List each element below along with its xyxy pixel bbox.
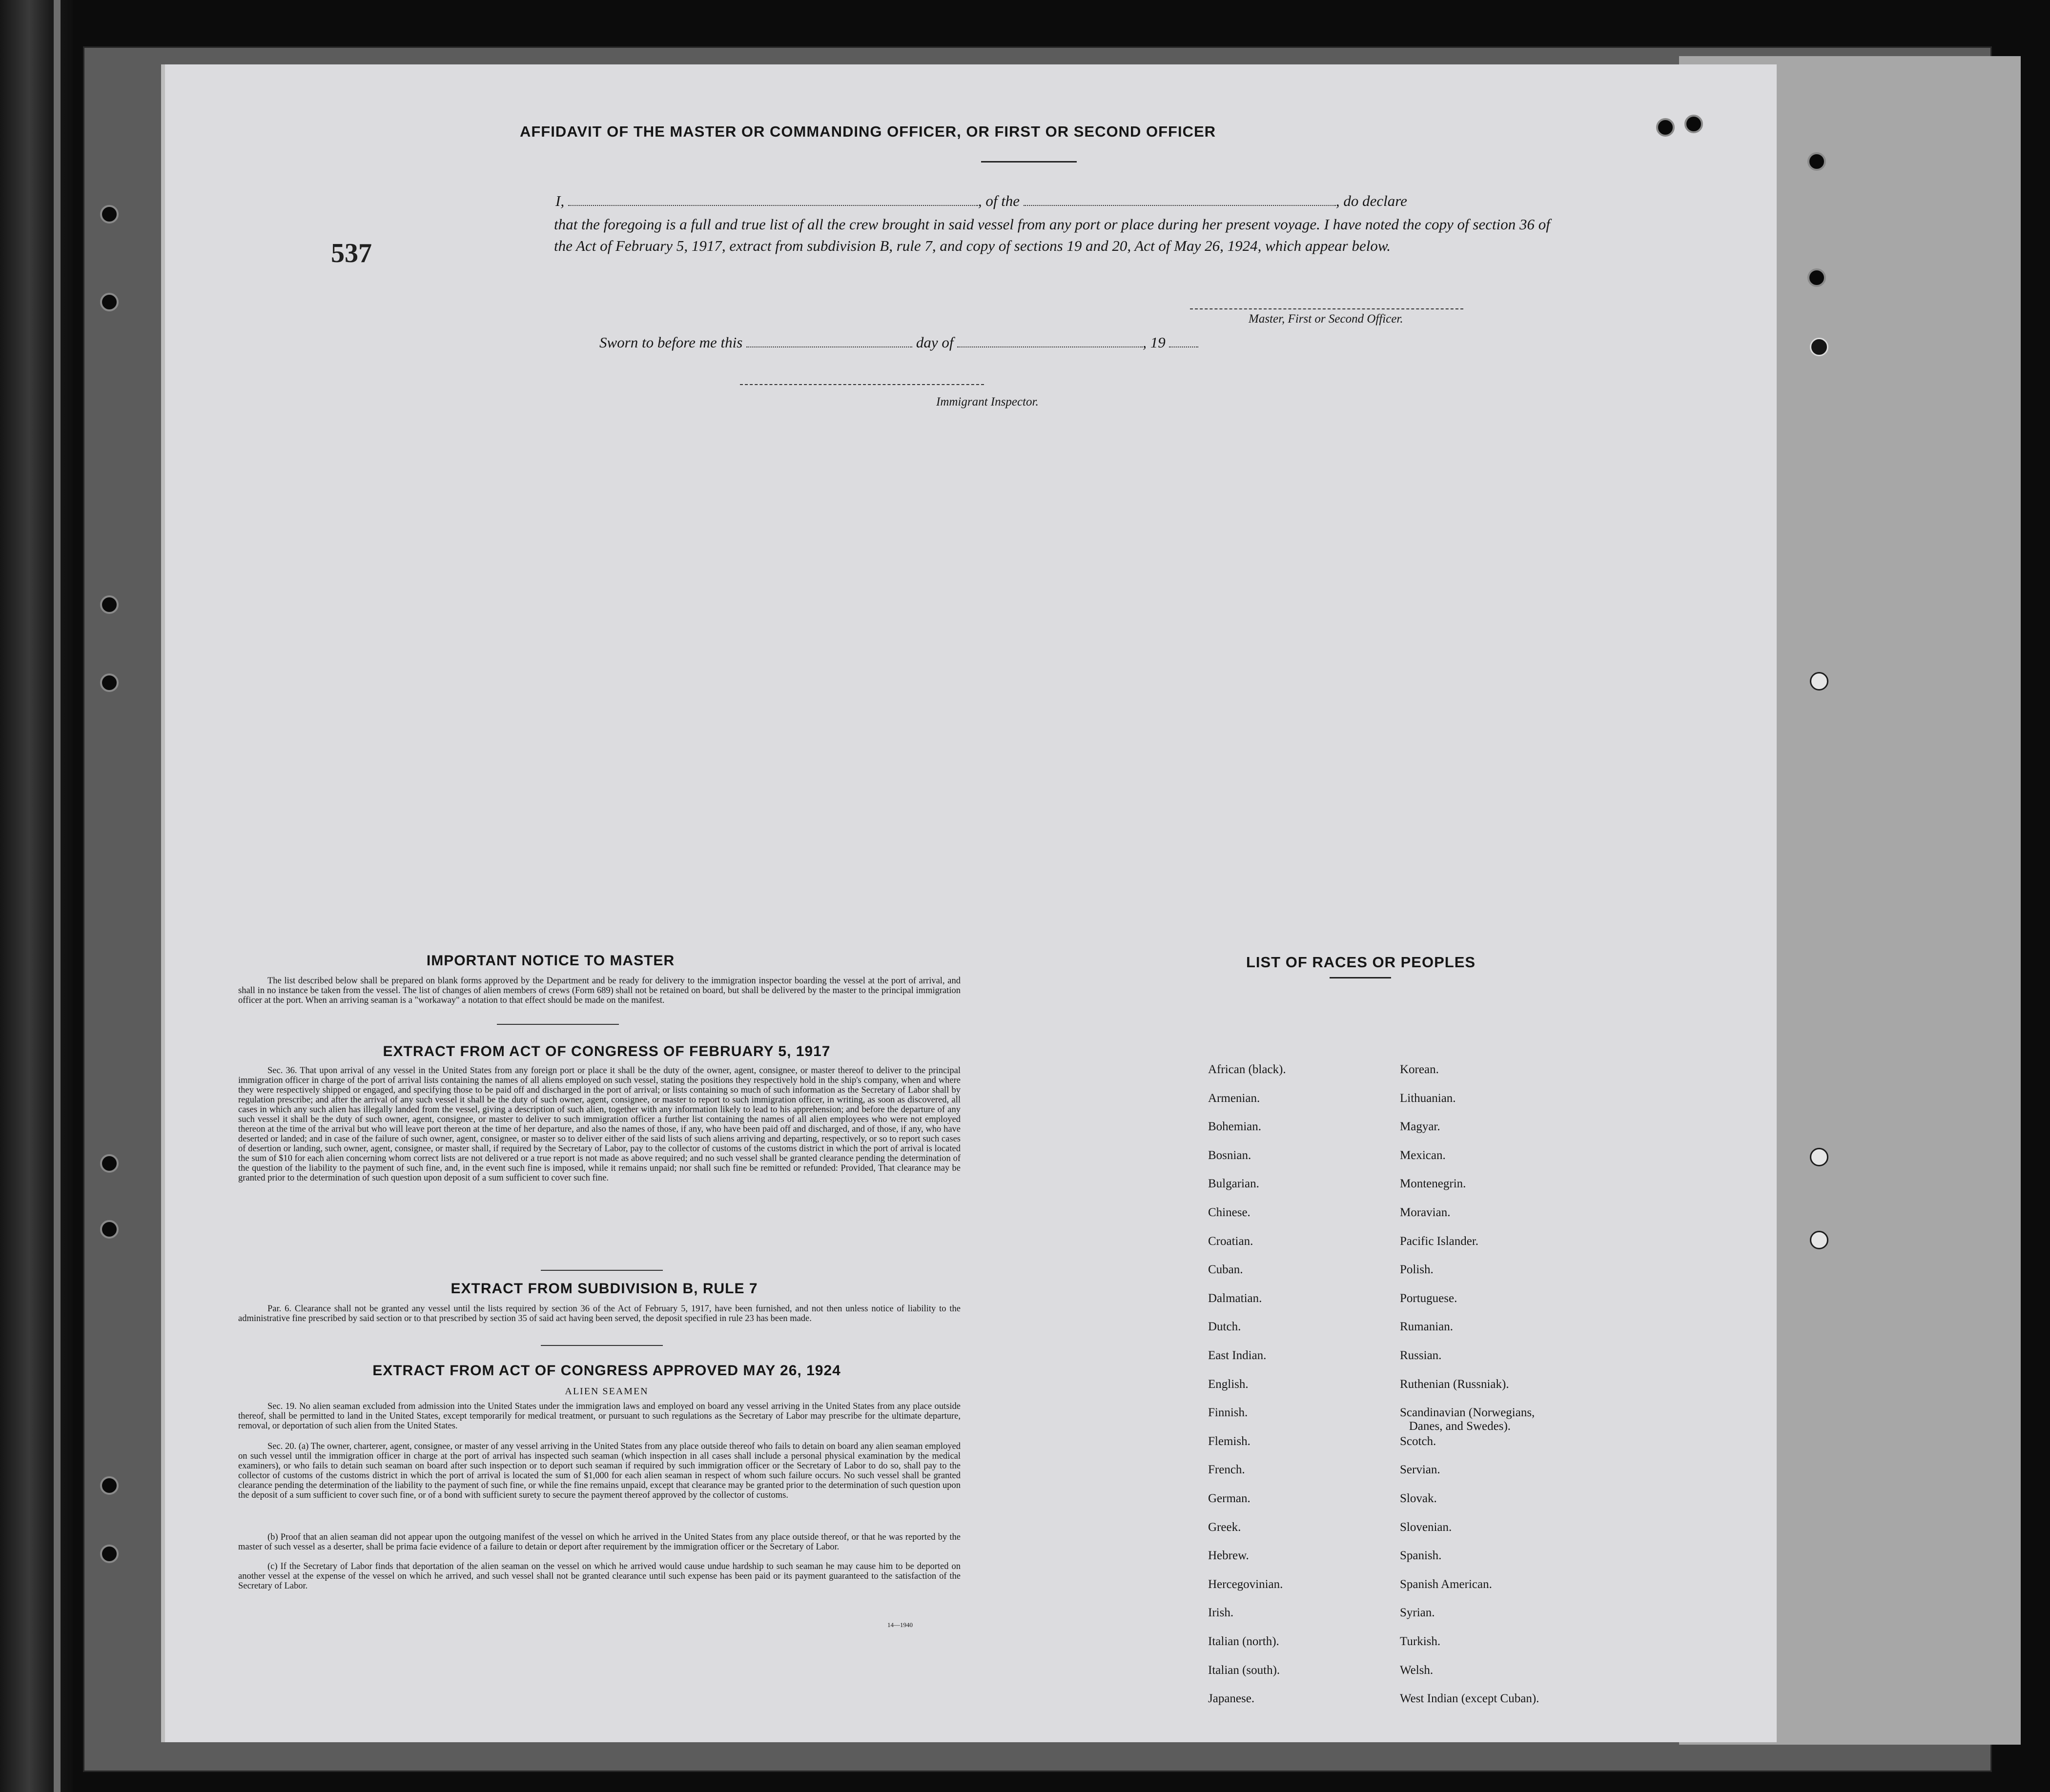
race-item: Dalmatian. <box>1208 1291 1262 1305</box>
sworn-day-blank[interactable] <box>746 336 912 347</box>
alien-seamen-subtitle: ALIEN SEAMEN <box>565 1386 649 1397</box>
race-item: Welsh. <box>1400 1663 1434 1677</box>
extract-1917-rule <box>541 1270 663 1271</box>
sworn-year-blank[interactable] <box>1169 336 1198 347</box>
races-rule <box>1330 977 1391 978</box>
binder-hole <box>1656 118 1675 137</box>
extract-rule7-rule <box>541 1345 663 1346</box>
binder-hole <box>100 1154 119 1173</box>
race-item: Hercegovinian. <box>1208 1577 1283 1591</box>
race-item: Montenegrin. <box>1400 1177 1466 1191</box>
form-page <box>161 64 1777 1742</box>
binder-hole <box>100 1476 119 1495</box>
sworn-month-blank[interactable] <box>957 336 1143 347</box>
race-item: African (black). <box>1208 1063 1286 1076</box>
binder-hole <box>1684 115 1703 133</box>
affidavit-body: that the foregoing is a full and true list of all the crew brought in said vessel from any port or place during her present voyage. I have noted the copy of section 36 of the Act of February 5, 1917, extract from subdivision B, rule 7, and copy of sections 19 and 20, Act of May 26, 1924, which appear below. <box>554 216 1550 254</box>
extract-rule7-text: Par. 6. Clearance shall not be granted any vessel until the lists required by section 36 of the Act of February 5, 1917, have been furnished, and not then unless notice of liability to the administrative fine prescribed by said section or to that prescribed by section 35 of said act having been served, the deposit specified in rule 23 has been made. <box>238 1304 961 1324</box>
vessel-blank[interactable] <box>1024 194 1336 206</box>
name-blank[interactable] <box>568 194 978 206</box>
race-item: Rumanian. <box>1400 1320 1454 1334</box>
binder-hole <box>1810 672 1828 691</box>
sworn-line <box>599 334 1198 351</box>
race-item: Bosnian. <box>1208 1148 1251 1162</box>
affidavit-first-line <box>555 192 1407 210</box>
race-item: Turkish. <box>1400 1635 1441 1648</box>
race-item: Flemish. <box>1208 1434 1250 1448</box>
sec20c-text: (c) If the Secretary of Labor finds that deportation of the alien seaman on the vessel on which he arrived would cause undue hardship to such seaman he may cause him to be deported on another vessel at the expense of the vessel on which he arrived, and such vessel shall not be granted clearance until such expense has been paid or its payment guaranteed to the satisfaction of the Secretary of Labor. <box>238 1562 961 1591</box>
race-item: East Indian. <box>1208 1349 1267 1362</box>
race-item: Magyar. <box>1400 1120 1440 1134</box>
race-item: German. <box>1208 1492 1250 1505</box>
race-item: Portuguese. <box>1400 1291 1457 1305</box>
sec19-text: Sec. 19. No alien seaman excluded from admission into the United States under the immigration laws and employed on board any vessel arriving in the United States from any place outside thereof, shall be permitted to land in the United States, except temporarily for medical treatment, or pursuant to such regulations as the Secretary of Labor may prescribe for the ultimate departure, removal, or deportation of such alien from the United States. <box>238 1402 961 1431</box>
race-item: Chinese. <box>1208 1206 1250 1219</box>
race-item: West Indian (except Cuban). <box>1400 1692 1539 1706</box>
declare-label: , do declare <box>1335 192 1407 209</box>
race-item: Armenian. <box>1208 1091 1260 1105</box>
binder-hole <box>1807 268 1826 287</box>
notice-title: IMPORTANT NOTICE TO MASTER <box>426 953 675 969</box>
race-item: Cuban. <box>1208 1263 1243 1277</box>
sec20b-text: (b) Proof that an alien seaman did not appear upon the outgoing manifest of the vessel on which he arrived in the United States from any place outside thereof, or that he was reported by the master of such vessel as a deserter, shall be prima facie evidence of a failure to detain or deport after requirement by the immigration officer or the Secretary of Labor. <box>238 1532 961 1552</box>
affidavit-i: I, <box>555 192 565 209</box>
race-item: Scandinavian (Norwegians, Danes, and Swedes). <box>1400 1406 1535 1433</box>
binder-hole <box>100 1220 119 1239</box>
race-item: French. <box>1208 1463 1245 1477</box>
race-item: Mexican. <box>1400 1148 1446 1162</box>
race-item: Ruthenian (Russniak). <box>1400 1377 1509 1391</box>
race-item: Lithuanian. <box>1400 1091 1456 1105</box>
sworn-year: , 19 <box>1143 334 1166 351</box>
master-signature-label: Master, First or Second Officer. <box>1249 312 1403 326</box>
race-item: English. <box>1208 1377 1249 1391</box>
binder-hole <box>1807 152 1826 171</box>
race-item: Croatian. <box>1208 1234 1253 1248</box>
sworn-prefix: Sworn to before me this <box>599 334 743 351</box>
race-item: Greek. <box>1208 1520 1241 1534</box>
sec20a-text: Sec. 20. (a) The owner, charterer, agent, consignee, or master of any vessel arriving in the United States from any place outside thereof who fails to detain on board any alien seaman employed on such vessel until the immigration officer in charge at the port of arrival has inspected such seaman (which inspection in all cases shall include a personal physical examination by the medical examiners), or who fails to detain such seaman on board after such inspection or to deport such seaman if required by such immigration officer or the Secretary of Labor to do so, shall pay to the collector of customs of the customs district in which the port of arrival is located the sum of $1,000 for each alien seaman in respect of whom such failure occurs. No such vessel shall be granted clearance pending the determination of the liability to the payment of such fine, or while the fine remains unpaid, except that clearance may be granted prior to the determination of such question upon the deposit of a sum sufficient to cover such fine, or of a bond with sufficient surety to secure the payment thereof approved by the collector of customs. <box>238 1442 961 1500</box>
inspector-signature-line[interactable] <box>740 384 984 385</box>
binder-hole <box>1810 1231 1828 1249</box>
race-item: Slovenian. <box>1400 1520 1452 1534</box>
title-rule <box>981 161 1077 163</box>
form-number: 14—1940 <box>887 1621 913 1629</box>
race-item: Scotch. <box>1400 1434 1436 1448</box>
race-item: Syrian. <box>1400 1606 1435 1620</box>
binder-hole <box>100 595 119 614</box>
extract-1917-title: EXTRACT FROM ACT OF CONGRESS OF FEBRUARY 5, 1917 <box>383 1043 831 1059</box>
race-item: Bulgarian. <box>1208 1177 1259 1191</box>
binder-hole <box>1810 1148 1828 1166</box>
binder-hole <box>100 1545 119 1563</box>
races-title: LIST OF RACES OR PEOPLES <box>1246 954 1476 971</box>
extract-rule7-title: EXTRACT FROM SUBDIVISION B, RULE 7 <box>451 1281 758 1297</box>
race-item: Russian. <box>1400 1349 1442 1362</box>
race-item: Italian (north). <box>1208 1635 1279 1648</box>
binder-strip <box>54 0 61 1792</box>
notice-text: The list described below shall be prepared on blank forms approved by the Department and be ready for delivery to the immigration inspector boarding the vessel at the port of arrival, and shall in no instance be taken from the vessel. The list of changes of alien members of crews (Form 689) shall not be retained on board, but shall be delivered by the master to the principal immigration officer at the port. When an arriving seaman is a "workaway" a notation to that effect should be made on the manifest. <box>238 976 961 1005</box>
binder-hole <box>100 673 119 692</box>
race-item: Spanish. <box>1400 1549 1442 1563</box>
race-item: Dutch. <box>1208 1320 1241 1334</box>
extract-1917-text: Sec. 36. That upon arrival of any vessel in the United States from any foreign port or place it shall be the duty of the owner, agent, consignee, or master thereof to deliver to the principal immigration officer in charge of the port of arrival lists containing the names of all aliens employed on such vessel, stating the positions they respectively hold in the ship's company, when and where they were respectively shipped or engaged, and specifying those to be paid off and discharged in the port of arrival; or lists containing so much of such information as the Secretary of Labor shall by regulation prescribe; and after the arrival of any such vessel it shall be the duty of such owner, agent, consignee, or master to report to such immigration officer, in writing, as soon as discovered, all cases in which any such alien has illegally landed from the vessel, giving a description of such alien, together with any information likely to lead to his apprehension; and before the departure of any such vessel it shall be the duty of such owner, agent, consignee, or master to deliver to such immigration officer a further list containing the names of all alien employees who were not employed thereon at the time of the arrival but who will leave port thereon at the time of her departure, and also the names of those, if any, who have been paid off and discharged, and of those, if any, who have deserted or landed; and in case of the failure of such owner, agent, consignee, or master so to deliver either of the said lists of such aliens arriving and departing, respectively, or so to report such cases of desertion or landing, such owner, agent, consignee, or master shall, if required by the Secretary of Labor, pay to the collector of customs of the customs district in which the port of arrival is located the sum of $10 for each alien concerning whom correct lists are not delivered or a true report is not made as above required; and no such vessel shall be granted clearance pending the determination of the question of the liability to the payment of such fine, and, in the event such fine is imposed, while it remains unpaid; nor shall such fine be remitted or refunded: Provided, That clearance may be granted prior to the determination of such question upon deposit of a sum sufficient to cover such fine. <box>238 1066 961 1183</box>
binder-edge <box>0 0 73 1792</box>
race-item: Finnish. <box>1208 1406 1248 1420</box>
binder-hole <box>1810 338 1828 356</box>
race-item: Irish. <box>1208 1606 1234 1620</box>
race-item: Korean. <box>1400 1063 1439 1076</box>
margin-mark: 537 <box>331 238 372 268</box>
inspector-signature-label: Immigrant Inspector. <box>936 395 1039 408</box>
binder-hole <box>100 293 119 311</box>
race-item: Moravian. <box>1400 1206 1451 1219</box>
notice-rule <box>497 1024 619 1025</box>
race-item: Bohemian. <box>1208 1120 1262 1134</box>
race-item: Polish. <box>1400 1263 1434 1277</box>
extract-1924-title: EXTRACT FROM ACT OF CONGRESS APPROVED MAY 26, 1924 <box>372 1363 841 1379</box>
race-item: Hebrew. <box>1208 1549 1249 1563</box>
race-item: Japanese. <box>1208 1692 1255 1706</box>
race-item: Slovak. <box>1400 1492 1437 1505</box>
affidavit-title: AFFIDAVIT OF THE MASTER OR COMMANDING OFFICER, OR FIRST OR SECOND OFFICER <box>519 123 1216 140</box>
of-the-label: , of the <box>978 192 1020 209</box>
race-item: Pacific Islander. <box>1400 1234 1479 1248</box>
race-item: Italian (south). <box>1208 1663 1280 1677</box>
master-signature-line[interactable] <box>1190 308 1463 309</box>
race-item: Servian. <box>1400 1463 1440 1477</box>
sworn-day-of: day of <box>916 334 954 351</box>
binder-hole <box>100 205 119 224</box>
race-item: Spanish American. <box>1400 1577 1492 1591</box>
